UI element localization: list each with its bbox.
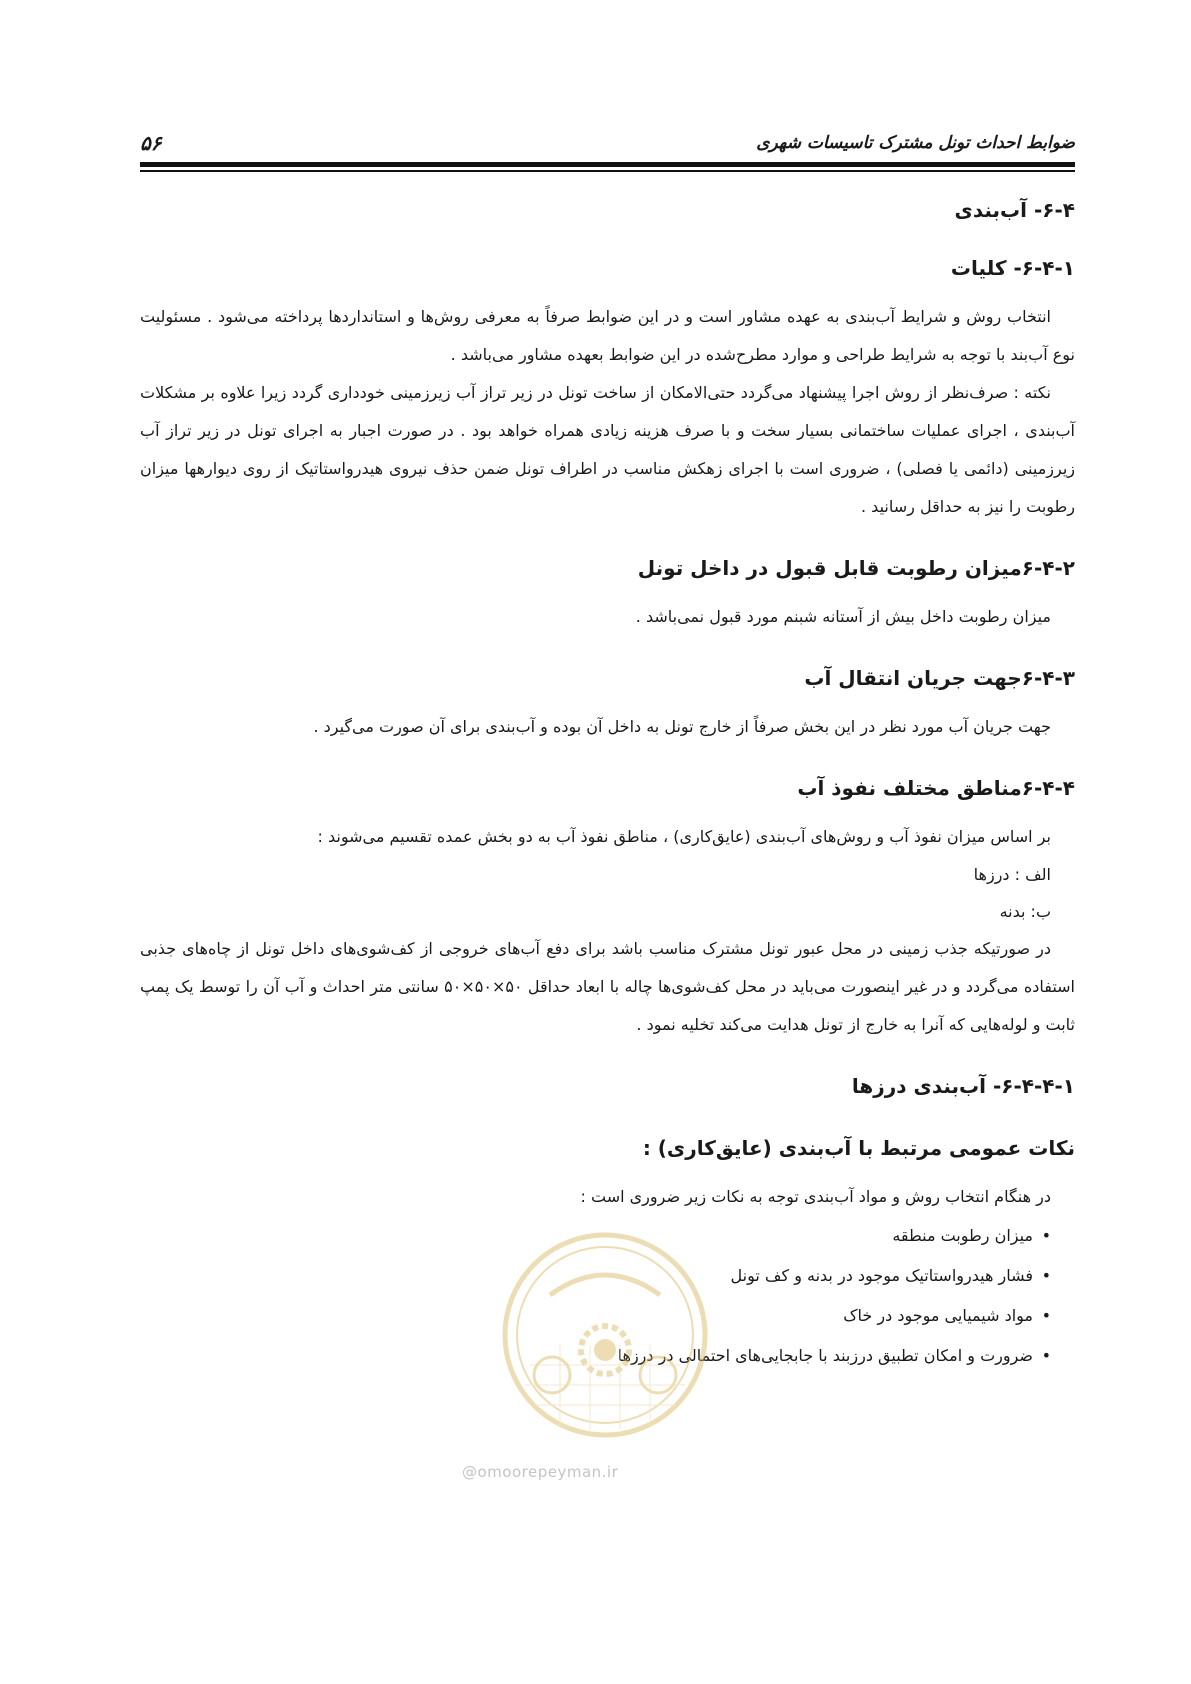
section-heading-6-4-4: ۶-۴-۴مناطق مختلف نفوذ آب <box>797 776 1075 800</box>
paragraph-drainage: در صورتیکه جذب زمینی در محل عبور تونل مشترک مناسب باشد برای دفع آب‌های خروجی از کف‌شوی‌های داخل تونل از چاه‌های جذبی استفاده می‌گردد و در غیر اینصورت می‌باید در محل کف‌شوی‌ها چاله با ابعاد حداقل ۵۰×۵۰×۵۰ سانتی متر احداث و آب آن را توسط یک پمپ ثابت و لوله‌هایی که آنرا به خارج از تونل هدایت می‌کند تخلیه نمود . <box>140 939 1076 1034</box>
paragraph-note: نکته : صرف‌نظر از روش اجرا پیشنهاد می‌گردد حتی‌الامکان از ساخت تونل در زیر تراز آب زیرزمینی خودداری گردد زیرا علاوه بر مشکلات آب‌بندی ، اجرای عملیات ساختمانی بسیار سخت و با صرف هزینه زیادی همراه خواهد بود . در صورت اجبار به اجرای تونل در زیر تراز آب زیرزمینی (دائمی یا فصلی) ، ضروری است با اجرای زهکش مناسب در اطراف تونل ضمن حذف نیروی هیدرواستاتیک از روی دیوارهها میزان رطوبت را نیز به حداقل رسانید . <box>140 383 1075 516</box>
watermark-logo <box>490 1225 720 1465</box>
general-notes-heading: نکات عمومی مرتبط با آب‌بندی (عایق‌کاری) : <box>642 1136 1075 1160</box>
section-heading-6-4-4-1: ۶-۴-۴-۱- آب‌بندی درزها <box>851 1074 1075 1098</box>
list-item-body: ب: بدنه <box>999 902 1051 921</box>
page-number: ۵۶ <box>140 131 162 155</box>
paragraph-flow-direction: جهت جریان آب مورد نظر در این بخش صرفاً از خارج تونل به داخل آن بوده و آب‌بندی برای آن صورت می‌گیرد . <box>313 717 1051 736</box>
paragraph-generalities: انتخاب روش و شرایط آب‌بندی به عهده مشاور است و در این ضوابط صرفاً به معرفی روش‌ها و استانداردها پرداخته می‌شود . مسئولیت نوع آب‌بند با توجه به شرایط طراحی و موارد مطرح‌شده در این ضوابط بعهده مشاور می‌باشد . <box>140 307 1075 364</box>
list-item: • ضرورت و امکان تطبیق درزبند با جابجایی‌های احتمالی در درزها <box>140 1336 1051 1376</box>
list-item-joints: الف : درزها <box>973 865 1051 884</box>
section-heading-6-4: ۶-۴- آب‌بندی <box>954 198 1075 222</box>
header-rule-thick <box>140 162 1075 167</box>
section-heading-6-4-1: ۶-۴-۱- کلیات <box>950 256 1075 280</box>
list-item: • مواد شیمیایی موجود در خاک <box>140 1296 1051 1336</box>
header-rule-thin <box>140 170 1075 172</box>
running-title: ضوابط احداث تونل مشترک تاسیسات شهری <box>756 133 1075 153</box>
section-heading-6-4-2: ۶-۴-۲میزان رطوبت قابل قبول در داخل تونل <box>637 556 1075 580</box>
list-item: • میزان رطوبت منطقه <box>140 1216 1051 1256</box>
general-notes-intro: در هنگام انتخاب روش و مواد آب‌بندی توجه به نکات زیر ضروری است : <box>580 1187 1051 1206</box>
section-heading-6-4-3: ۶-۴-۳جهت جریان انتقال آب <box>804 666 1075 690</box>
paragraph-humidity: میزان رطوبت داخل بیش از آستانه شبنم مورد قبول نمی‌باشد . <box>635 607 1051 626</box>
watermark-site: @omoorepeyman.ir <box>462 1463 619 1481</box>
page-header <box>140 125 1075 165</box>
paragraph-infiltration-zones: بر اساس میزان نفوذ آب و روش‌های آب‌بندی (عایق‌کاری) ، مناطق نفوذ آب به دو بخش عمده تقسیم می‌شوند : <box>317 827 1051 846</box>
list-item: • فشار هیدرواستاتیک موجود در بدنه و کف تونل <box>140 1256 1051 1296</box>
page-content <box>140 190 1075 1376</box>
